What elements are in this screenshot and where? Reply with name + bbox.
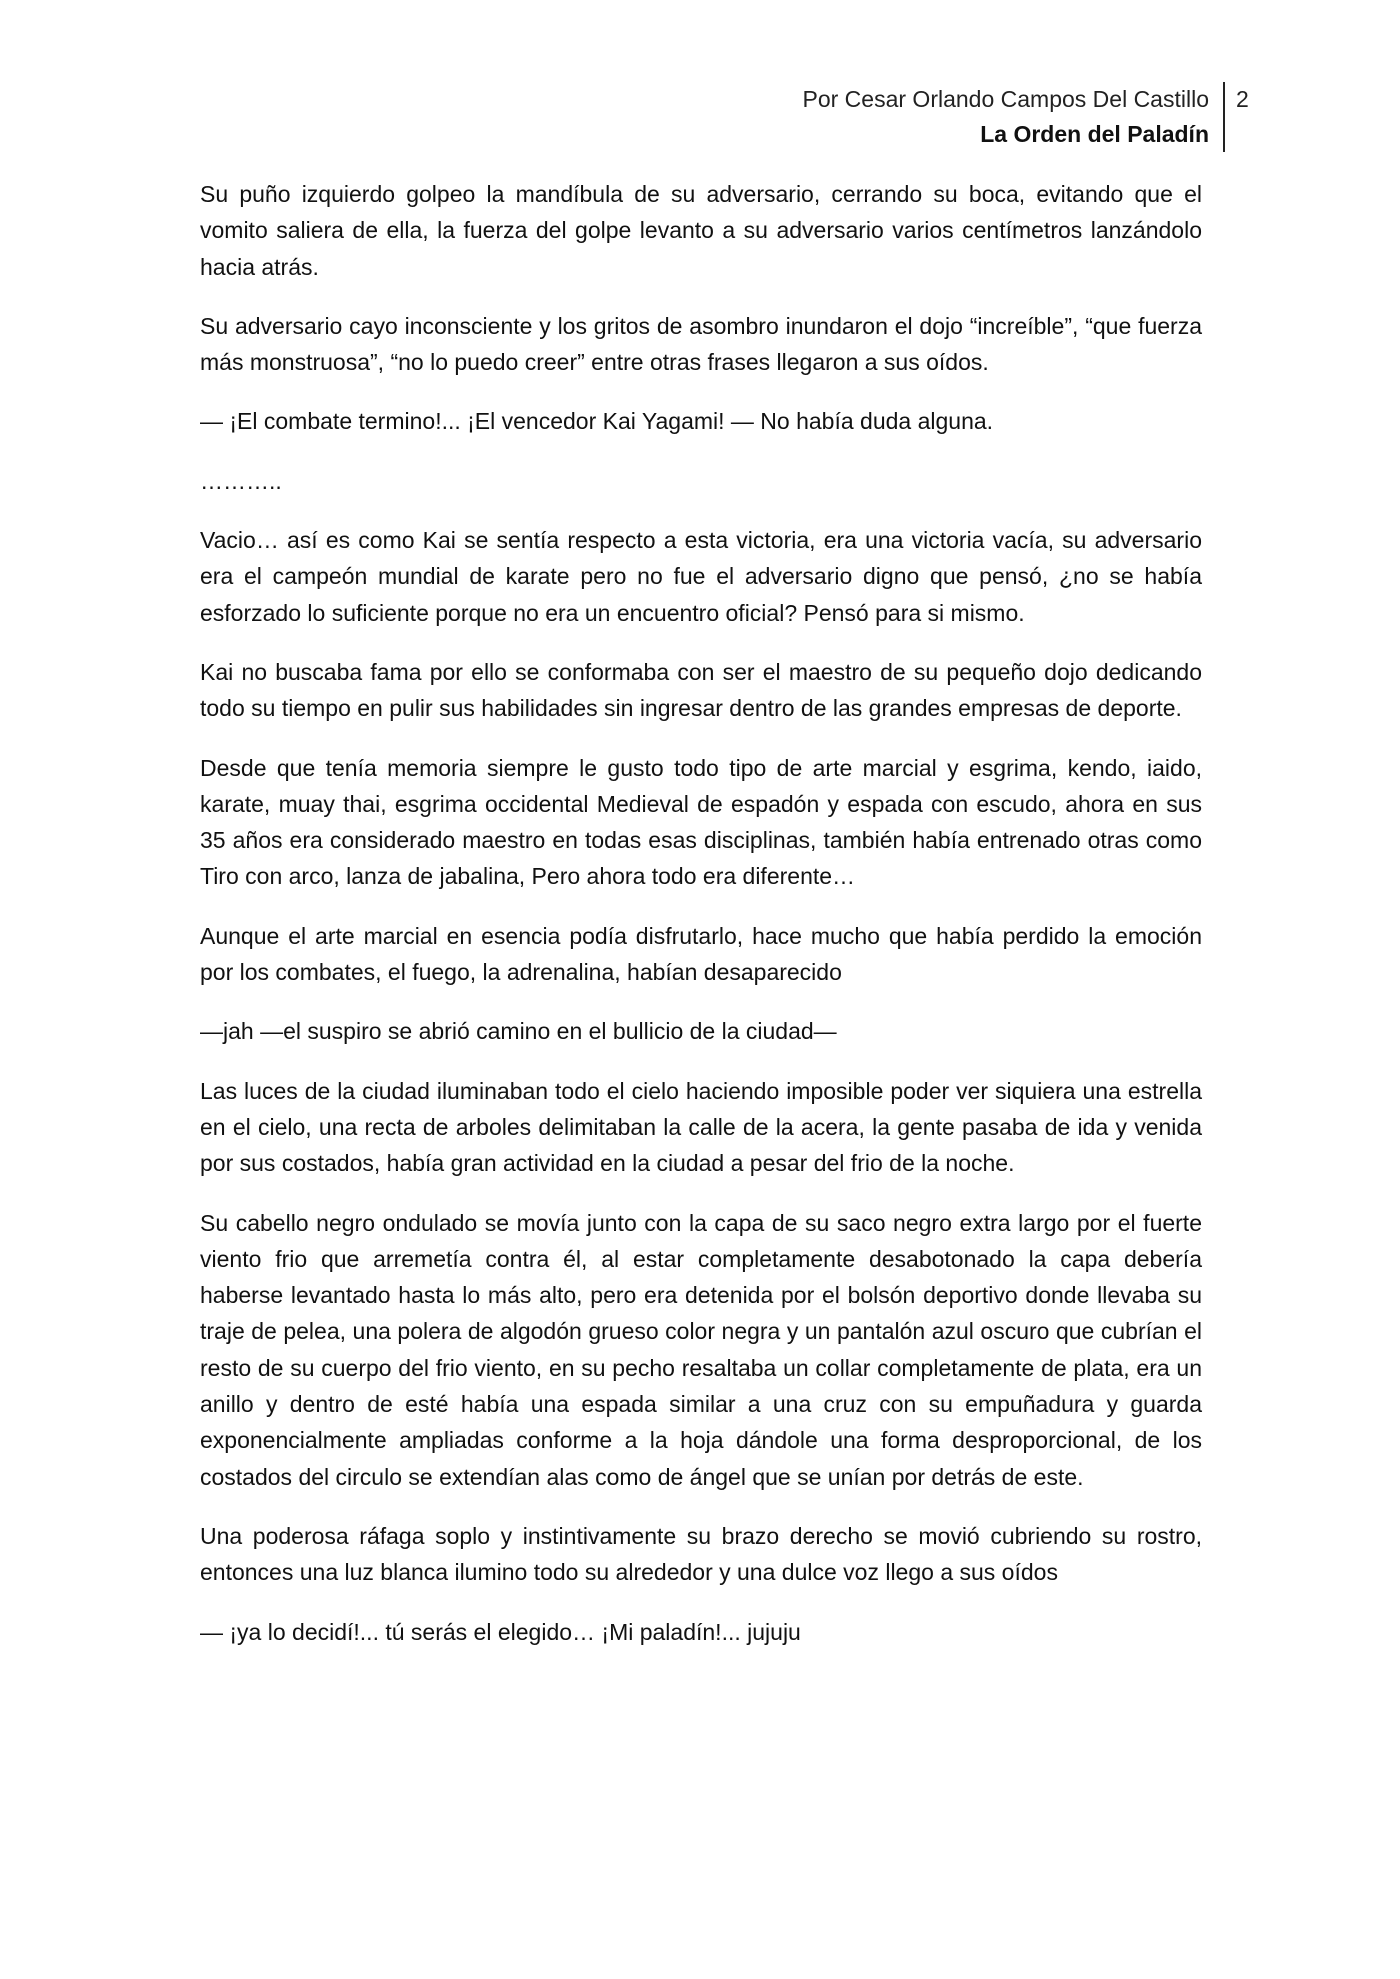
paragraph: Desde que tenía memoria siempre le gusto todo tipo de arte marcial y esgrima, kendo, iaido, karate, muay thai, esgrima occidental Medieval de espadón y espada con escudo, ahora en sus 35 años era considerado maestro en todas esas disciplinas, también había entrenado otras como Tiro con arco, lanza de jabalina, Pero ahora todo era diferente…: [200, 754, 1202, 890]
dialogue-line: —jah —el suspiro se abrió camino en el bullicio de la ciudad—: [200, 1018, 837, 1045]
paragraph: Vacio… así es como Kai se sentía respecto a esta victoria, era una victoria vacía, su adversario era el campeón mundial de karate pero no fue el adversario digno que pensó, ¿no se había esforzado lo suficiente porque no era un encuentro oficial? Pensó para si mismo.: [200, 527, 1202, 626]
dialogue-line: — ¡ya lo decidí!... tú serás el elegido… ¡Mi paladín!... jujuju: [200, 1618, 801, 1645]
dialogue-line: — ¡El combate termino!... ¡El vencedor Kai Yagami! — No había duda alguna.: [200, 408, 994, 435]
page-header: [803, 82, 1226, 152]
scene-break: ………..: [200, 467, 282, 494]
body-text: [200, 176, 1202, 1673]
paragraph: Su puño izquierdo golpeo la mandíbula de su adversario, cerrando su boca, evitando que el vomito saliera de ella, la fuerza del golpe levanto a su adversario varios centímetros lanzándolo hacia atrás.: [200, 181, 1202, 280]
paragraph: Su adversario cayo inconsciente y los gritos de asombro inundaron el dojo “increíble”, “que fuerza más monstruosa”, “no lo puedo creer” entre otras frases llegaron a sus oídos.: [200, 312, 1202, 376]
header-author: Por Cesar Orlando Campos Del Castillo: [802, 86, 1209, 112]
paragraph: Su cabello negro ondulado se movía junto con la capa de su saco negro extra largo por el fuerte viento frio que arremetía contra él, al estar completamente desabotonado la capa debería haberse levantado hasta lo más alto, pero era detenida por el bolsón deportivo donde llevaba su traje de pelea, una polera de algodón grueso color negra y un pantalón azul oscuro que cubrían el resto de su cuerpo del frio viento, en su pecho resaltaba un collar completamente de plata, era un anillo y dentro de esté había una espada similar a una cruz con su empuñadura y guarda exponencialmente ampliadas conforme a la hoja dándole una forma desproporcional, de los costados del circulo se extendían alas como de ángel que se unían por detrás de este.: [200, 1209, 1202, 1490]
paragraph: Una poderosa ráfaga soplo y instintivamente su brazo derecho se movió cubriendo su rostro, entonces una luz blanca ilumino todo su alrededor y una dulce voz llego a sus oídos: [200, 1522, 1202, 1586]
page-number: 2: [1236, 86, 1249, 112]
paragraph: Las luces de la ciudad iluminaban todo el cielo haciendo imposible poder ver siquiera una estrella en el cielo, una recta de arboles delimitaban la calle de la acera, la gente pasaba de ida y venida por sus costados, había gran actividad en la ciudad a pesar del frio de la noche.: [200, 1077, 1202, 1177]
paragraph: Aunque el arte marcial en esencia podía disfrutarlo, hace mucho que había perdido la emoción por los combates, el fuego, la adrenalina, habían desaparecido: [200, 922, 1202, 986]
header-book-title: La Orden del Paladín: [980, 121, 1209, 147]
paragraph: Kai no buscaba fama por ello se conformaba con ser el maestro de su pequeño dojo dedicando todo su tiempo en pulir sus habilidades sin ingresar dentro de las grandes empresas de deporte.: [200, 658, 1202, 722]
